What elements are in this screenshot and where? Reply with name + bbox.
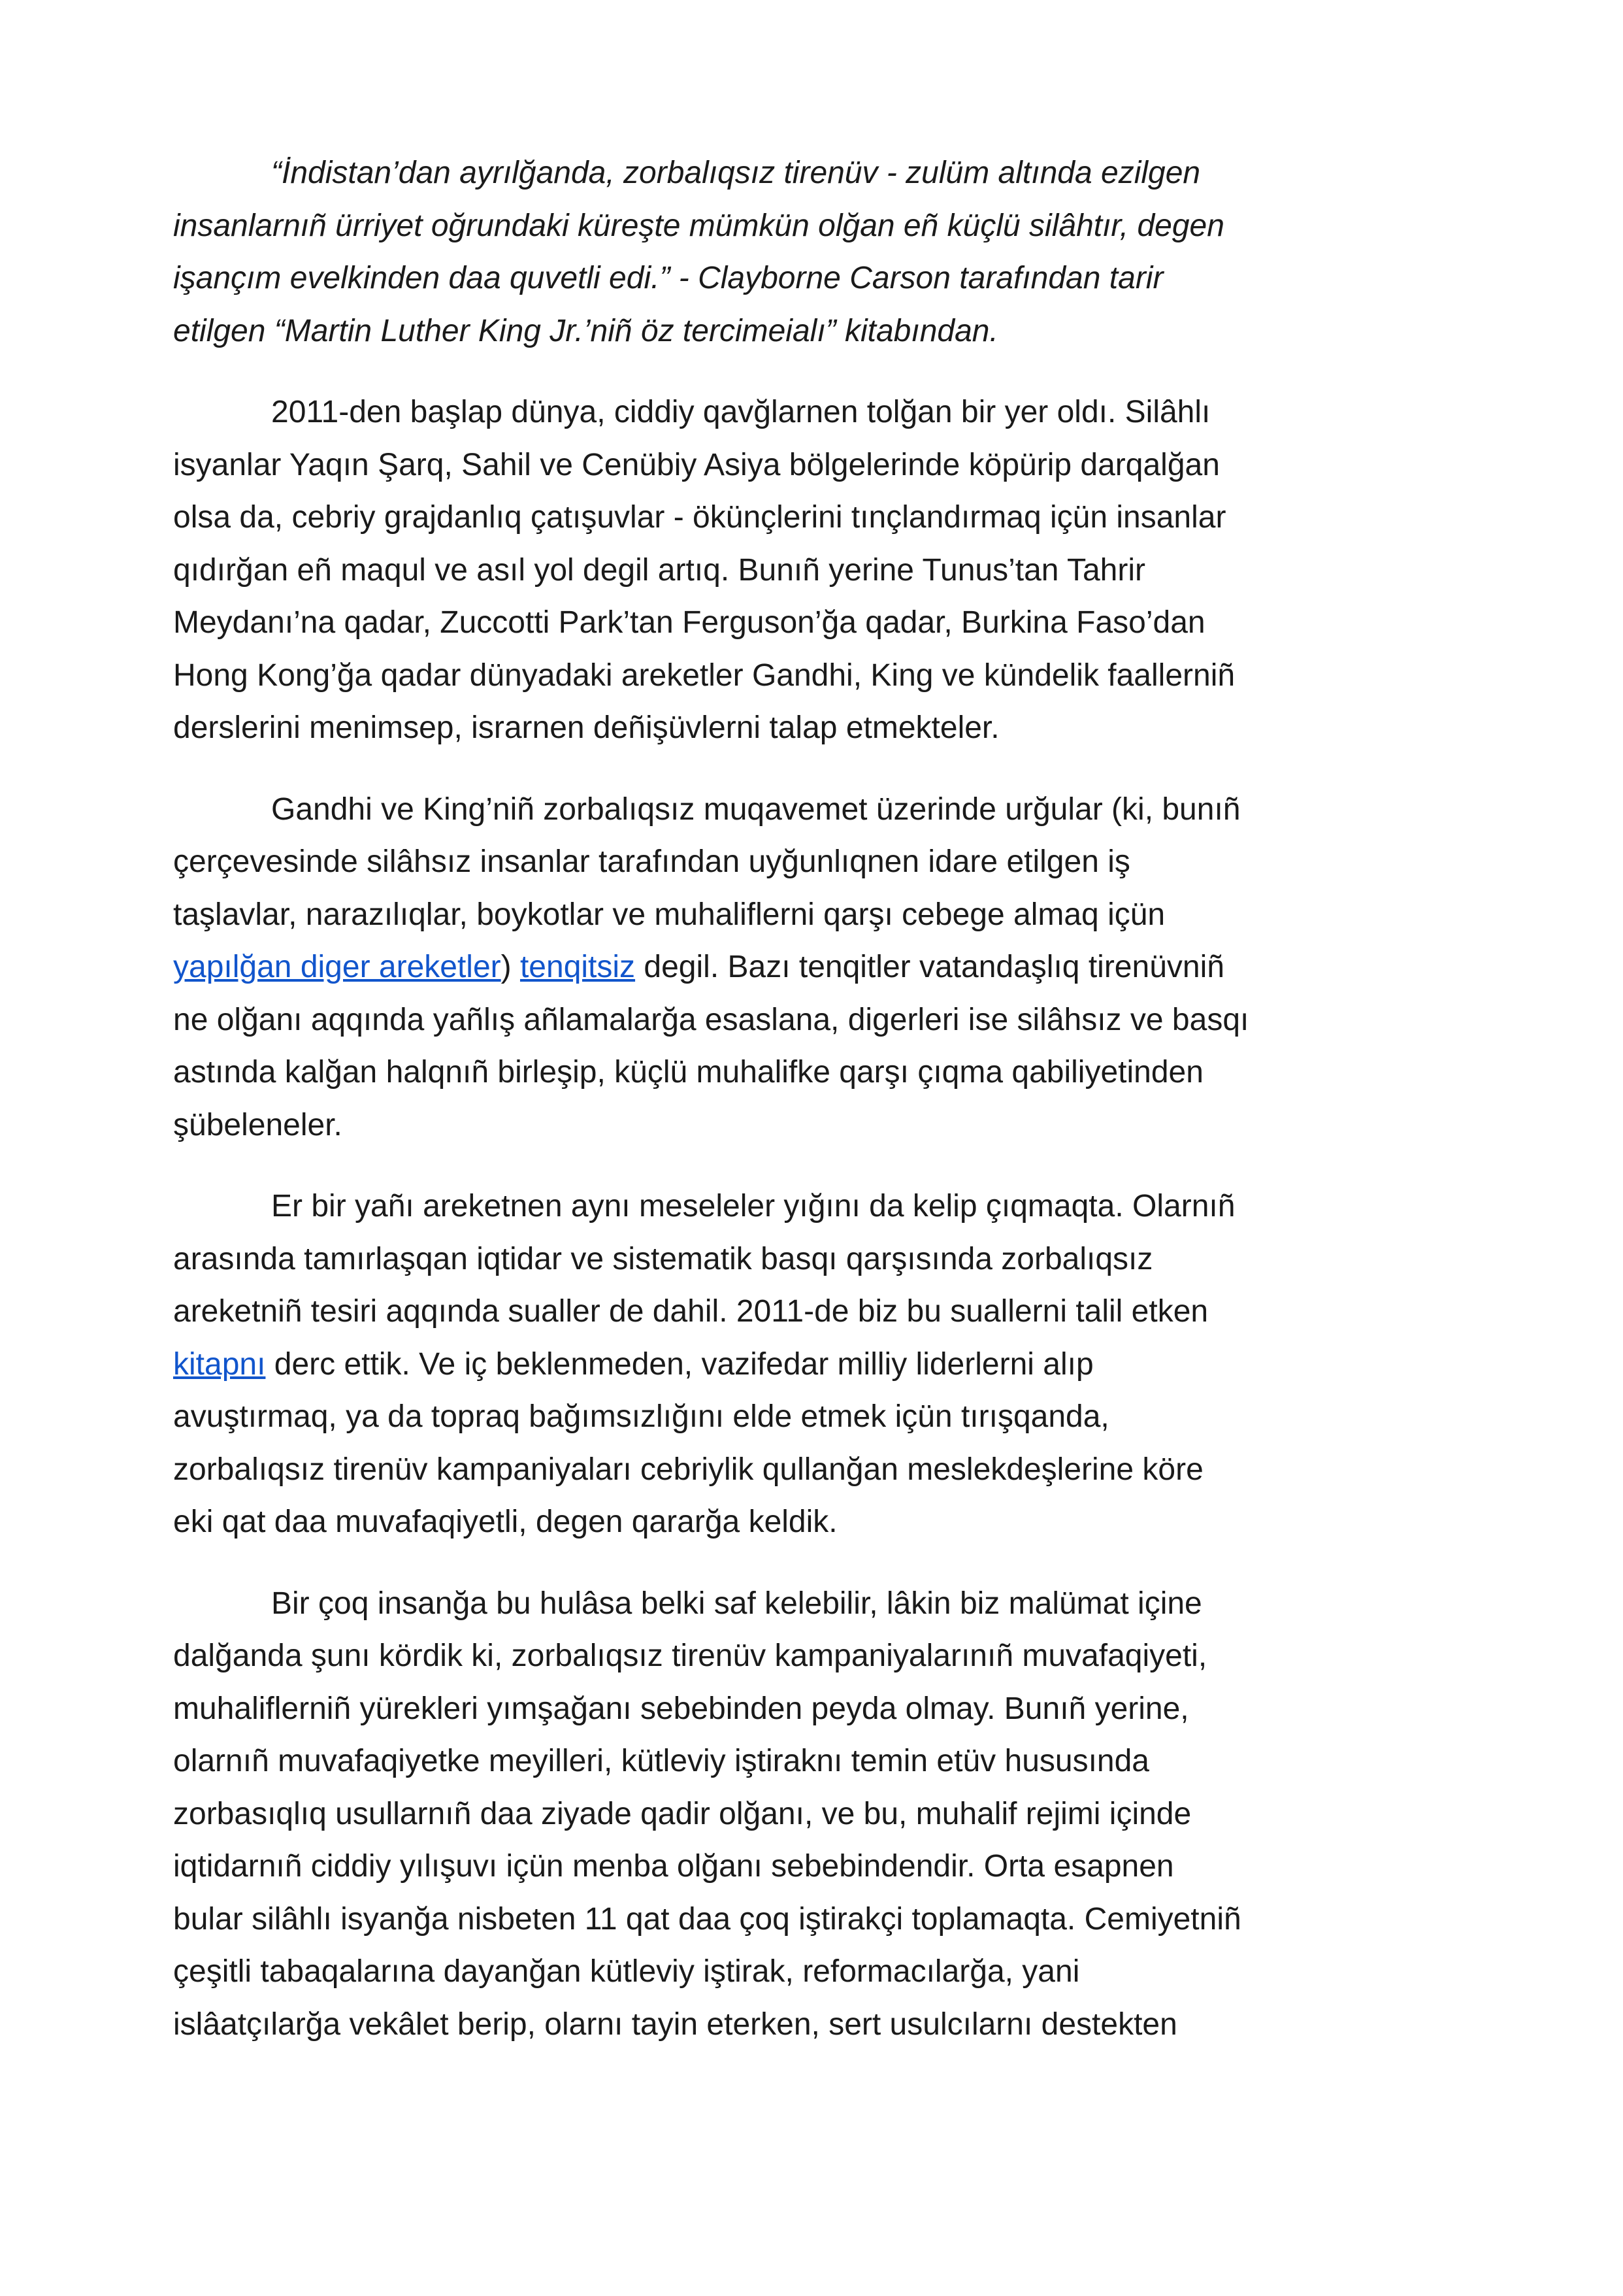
text-run: iqtidarnıñ ciddiy yılışuvı içün menba olğanı sebebindendir. Orta esapnen (173, 1849, 1174, 1884)
text-line (173, 544, 1473, 597)
text-run: bular silâhlı isyanğa nisbeten 11 qat daa çoq iştirakçi toplamaqta. Cemiyetniñ (173, 1901, 1241, 1937)
text-run: ne olğanı aqqında yañlış añlamalarğa esaslana, digerleri ise silâhsız ve basqı (173, 1002, 1249, 1037)
text-run: şübeleneler. (173, 1107, 342, 1142)
body-paragraph (173, 1180, 1473, 1549)
text-run: zorbalıqsız tirenüv kampaniyaları cebriylik qullanğan meslekdeşlerine köre (173, 1452, 1204, 1487)
text-run: areketniñ tesiri aqqında sualler de dahil. 2011-de biz bu suallerni talil etken (173, 1294, 1209, 1329)
text-run: 2011-den başlap dünya, ciddiy qavğlarnen tolğan bir yer oldı. Silâhlı (271, 395, 1211, 429)
text-run: “İndistan’dan ayrılğanda, zorbalıqsız tirenüv - zulüm altında ezilgen (271, 156, 1201, 190)
text-line (173, 994, 1473, 1047)
body-paragraph (173, 386, 1473, 755)
text-line (173, 1046, 1473, 1099)
text-run: çerçevesinde silâhsız insanlar tarafından uyğunlıqnen idare etilgen iş (173, 844, 1130, 879)
text-run: Bir çoq insanğa bu hulâsa belki saf kelebilir, lâkin biz malümat içine (271, 1586, 1202, 1621)
text-run: Hong Kong’ğa qadar dünyadaki areketler Gandhi, King ve kündelik faallerniñ (173, 657, 1236, 693)
text-line (173, 200, 1473, 253)
text-run: insanlarnıñ ürriyet oğrundaki küreşte mümkün olğan eñ küçlü silâhtır, degen (173, 208, 1224, 243)
text-line (173, 1946, 1473, 1999)
text-run: avuştırmaq, ya da topraq bağımsızlığını elde etmek içün tırışqanda, (173, 1399, 1109, 1434)
epigraph-quote (173, 147, 1473, 358)
text-line (173, 1893, 1473, 1946)
text-line (173, 1391, 1473, 1444)
text-run: Er bir yañı areketnen aynı meseleler yığını da kelip çıqmaqta. Olarnıñ (271, 1189, 1236, 1223)
text-run: derslerini menimsep, israrnen deñişüvlerni talap etmekteler. (173, 710, 1000, 745)
text-line (173, 941, 1473, 994)
text-run: olarnıñ muvafaqiyetke meyilleri, kütleviy iştiraknı temin etüv hususında (173, 1744, 1149, 1778)
inline-link[interactable]: yapılğan diger areketler (173, 950, 501, 984)
text-run: Gandhi ve King’niñ zorbalıqsız muqavemet üzerinde urğular (ki, bunıñ (271, 791, 1241, 827)
text-run: qıdırğan eñ maqul ve asıl yol degil artıq. Bunıñ yerine Tunus’tan Tahrir (173, 552, 1145, 588)
text-line (173, 1286, 1473, 1339)
text-run: çeşitli tabaqalarına dayanğan kütleviy iştirak, reformacılarğa, yani (173, 1954, 1080, 1989)
text-run: muhaliflerniñ yürekleri yımşağanı sebebinden peyda olmay. Bunıñ yerine, (173, 1691, 1189, 1726)
text-line (173, 650, 1473, 703)
text-run: ) (500, 950, 520, 984)
text-line (173, 1339, 1473, 1391)
text-line (173, 784, 1473, 837)
text-line (173, 1578, 1473, 1631)
body-paragraph (173, 784, 1473, 1152)
text-line (173, 1788, 1473, 1841)
text-line (173, 147, 1473, 200)
text-line (173, 1735, 1473, 1788)
text-line (173, 1444, 1473, 1497)
text-run: dalğanda şunı kördik ki, zorbalıqsız tirenüv kampaniyalarınıñ muvafaqiyeti, (173, 1639, 1207, 1673)
text-line (173, 1630, 1473, 1683)
text-run: olsa da, cebriy grajdanlıq çatışuvlar - ökünçlerini tınçlandırmaq içün insanlar (173, 500, 1226, 535)
text-line (173, 491, 1473, 544)
text-run: astında kalğan halqnıñ birleşip, küçlü muhalifke qarşı çıqma qabiliyetinden (173, 1055, 1204, 1090)
text-line (173, 1496, 1473, 1549)
text-line (173, 1999, 1473, 2052)
text-run: taşlavlar, narazılıqlar, boykotlar ve muhaliflerni qarşı cebege almaq içün (173, 897, 1166, 932)
text-line (173, 1840, 1473, 1893)
text-line (173, 252, 1473, 305)
inline-link[interactable]: tenqitsiz (519, 950, 636, 984)
document-page (173, 147, 1473, 2080)
text-run: etilgen “Martin Luther King Jr.’niñ öz tercimeialı” kitabından. (173, 313, 998, 348)
text-run: işançım evelkinden daa quvetli edi.” - Clayborne Carson tarafından tarir (173, 261, 1164, 295)
text-line (173, 305, 1473, 358)
text-run: isyanlar Yaqın Şarq, Sahil ve Cenübiy Asiya bölgelerinde köpürip darqalğan (173, 447, 1220, 482)
text-run: islâatçılarğa vekâlet berip, olarnı tayin eterken, sert usulcılarnı destekten (173, 2006, 1177, 2042)
text-line (173, 836, 1473, 889)
text-run: eki qat daa muvafaqiyetli, degen qararğa keldik. (173, 1505, 838, 1539)
text-line (173, 1099, 1473, 1152)
text-line (173, 702, 1473, 755)
text-line (173, 597, 1473, 650)
body-paragraph (173, 1578, 1473, 2052)
text-run: Meydanı’na qadar, Zuccotti Park’tan Ferguson’ğa qadar, Burkina Faso’dan (173, 605, 1205, 640)
text-line (173, 386, 1473, 439)
text-line (173, 439, 1473, 492)
text-line (173, 1180, 1473, 1233)
text-line (173, 889, 1473, 942)
text-run: zorbasıqlıq usullarnıñ daa ziyade qadir olğanı, ve bu, muhalif rejimi içinde (173, 1796, 1192, 1831)
text-run: degil. Bazı tenqitler vatandaşlıq tirenüvniñ (635, 950, 1224, 984)
inline-link[interactable]: kitapnı (173, 1346, 266, 1382)
text-line (173, 1683, 1473, 1736)
text-run: derc ettik. Ve iç beklenmeden, vazifedar milliy liderlerni alıp (265, 1346, 1094, 1382)
text-run: arasında tamırlaşqan iqtidar ve sistematik basqı qarşısında zorbalıqsız (173, 1241, 1153, 1276)
text-line (173, 1233, 1473, 1286)
